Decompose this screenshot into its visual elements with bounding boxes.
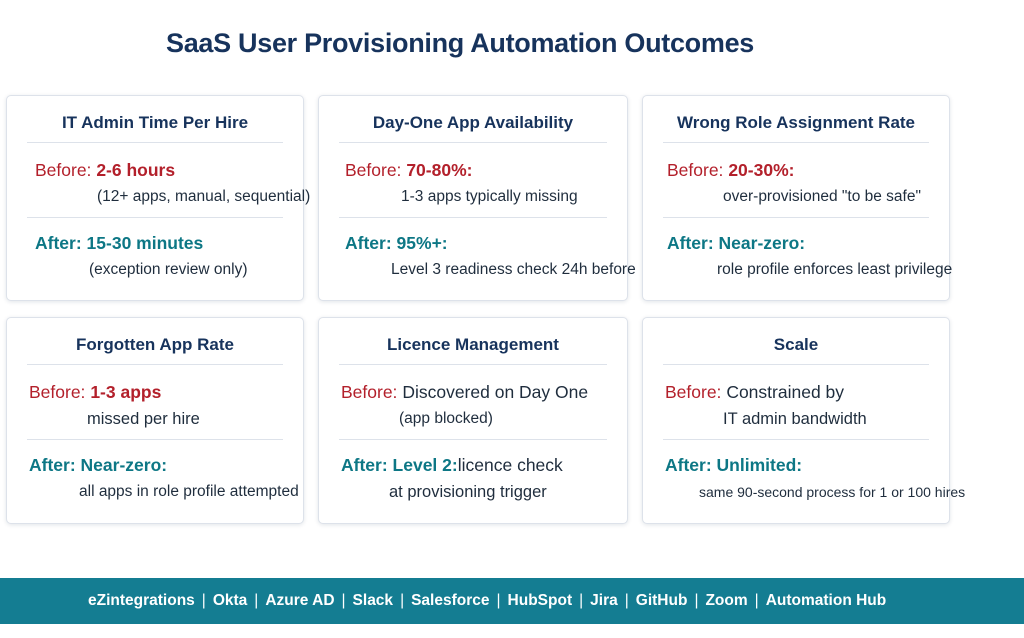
footer-separator: |	[754, 592, 759, 609]
card-title: Scale	[663, 318, 929, 365]
footer-separator: |	[496, 592, 501, 609]
before-value: 1-3 apps	[90, 382, 162, 402]
before-label: Before:	[665, 382, 722, 402]
before-value: Constrained by	[726, 382, 845, 402]
after-block	[663, 440, 966, 503]
before-detail: 1-3 apps typically missing	[401, 188, 578, 205]
after-block	[27, 440, 299, 503]
after-value: 95%+:	[396, 233, 448, 253]
after-detail: at provisioning trigger	[389, 483, 547, 501]
before-label: Before:	[35, 160, 92, 180]
footer-item: HubSpot	[507, 592, 573, 609]
after-label: After:	[667, 233, 714, 253]
card-forgotten-app-rate	[6, 317, 304, 524]
footer-separator: |	[254, 592, 259, 609]
after-value-rest: licence check	[457, 455, 563, 475]
card-title: Wrong Role Assignment Rate	[663, 96, 929, 143]
footer-separator: |	[694, 592, 699, 609]
after-detail: all apps in role profile attempted	[79, 483, 299, 500]
after-detail: role profile enforces least privilege	[717, 261, 953, 278]
footer-item: Automation Hub	[765, 592, 887, 609]
before-label: Before:	[667, 160, 724, 180]
footer-separator: |	[201, 592, 206, 609]
after-value: Near-zero:	[80, 455, 168, 475]
after-label: After:	[341, 455, 388, 475]
card-it-admin-time	[6, 95, 311, 301]
card-day-one-availability	[318, 95, 636, 301]
footer-item: eZintegrations	[88, 592, 195, 609]
footer-separator: |	[341, 592, 346, 609]
after-label: After:	[35, 233, 82, 253]
before-label: Before:	[29, 382, 86, 402]
footer-item: Slack	[352, 592, 394, 609]
footer-item: GitHub	[635, 592, 688, 609]
card-title: Forgotten App Rate	[27, 318, 283, 365]
after-value: Near-zero:	[718, 233, 806, 253]
outcomes-grid	[6, 95, 966, 524]
before-block	[339, 143, 607, 218]
card-wrong-role-rate	[642, 95, 953, 301]
after-value: Unlimited:	[716, 455, 803, 475]
after-block	[339, 440, 607, 503]
footer-item: Zoom	[705, 592, 748, 609]
card-licence-management	[318, 317, 628, 524]
before-value: 70-80%:	[406, 160, 473, 180]
before-value: 20-30%:	[728, 160, 795, 180]
footer-separator: |	[579, 592, 584, 609]
after-label: After:	[345, 233, 392, 253]
footer-item: Salesforce	[411, 592, 490, 609]
after-block	[27, 218, 283, 281]
before-block	[663, 143, 929, 218]
before-label: Before:	[345, 160, 402, 180]
before-block	[27, 365, 283, 440]
after-block	[339, 218, 636, 281]
after-value: 15-30 minutes	[86, 233, 204, 253]
before-detail: IT admin bandwidth	[723, 410, 867, 428]
card-title: IT Admin Time Per Hire	[27, 96, 283, 143]
before-detail: (app blocked)	[399, 410, 493, 427]
before-detail: over-provisioned "to be safe"	[723, 188, 921, 205]
before-detail: (12+ apps, manual, sequential)	[97, 188, 311, 205]
footer-item: Azure AD	[265, 592, 335, 609]
before-block	[663, 365, 929, 440]
before-label: Before:	[341, 382, 398, 402]
footer-separator: |	[624, 592, 629, 609]
card-scale	[642, 317, 966, 524]
after-block	[663, 218, 953, 281]
after-detail: same 90-second process for 1 or 100 hires	[699, 484, 966, 500]
after-value: Level 2:	[392, 455, 458, 475]
footer-separator: |	[400, 592, 405, 609]
page-title: SaaS User Provisioning Automation Outcomes	[165, 28, 755, 58]
before-block	[27, 143, 311, 218]
before-value: Discovered on Day One	[402, 382, 589, 402]
card-title: Day-One App Availability	[339, 96, 607, 143]
before-value: 2-6 hours	[96, 160, 176, 180]
after-detail: (exception review only)	[89, 261, 248, 278]
after-label: After:	[29, 455, 76, 475]
footer-bar	[0, 578, 1024, 624]
after-label: After:	[665, 455, 712, 475]
card-title: Licence Management	[339, 318, 607, 365]
footer-item: Jira	[590, 592, 618, 609]
footer-integrations	[88, 578, 886, 624]
after-detail: Level 3 readiness check 24h before	[391, 261, 636, 278]
footer-item: Okta	[212, 592, 248, 609]
before-detail: missed per hire	[87, 410, 200, 428]
before-block	[339, 365, 607, 440]
